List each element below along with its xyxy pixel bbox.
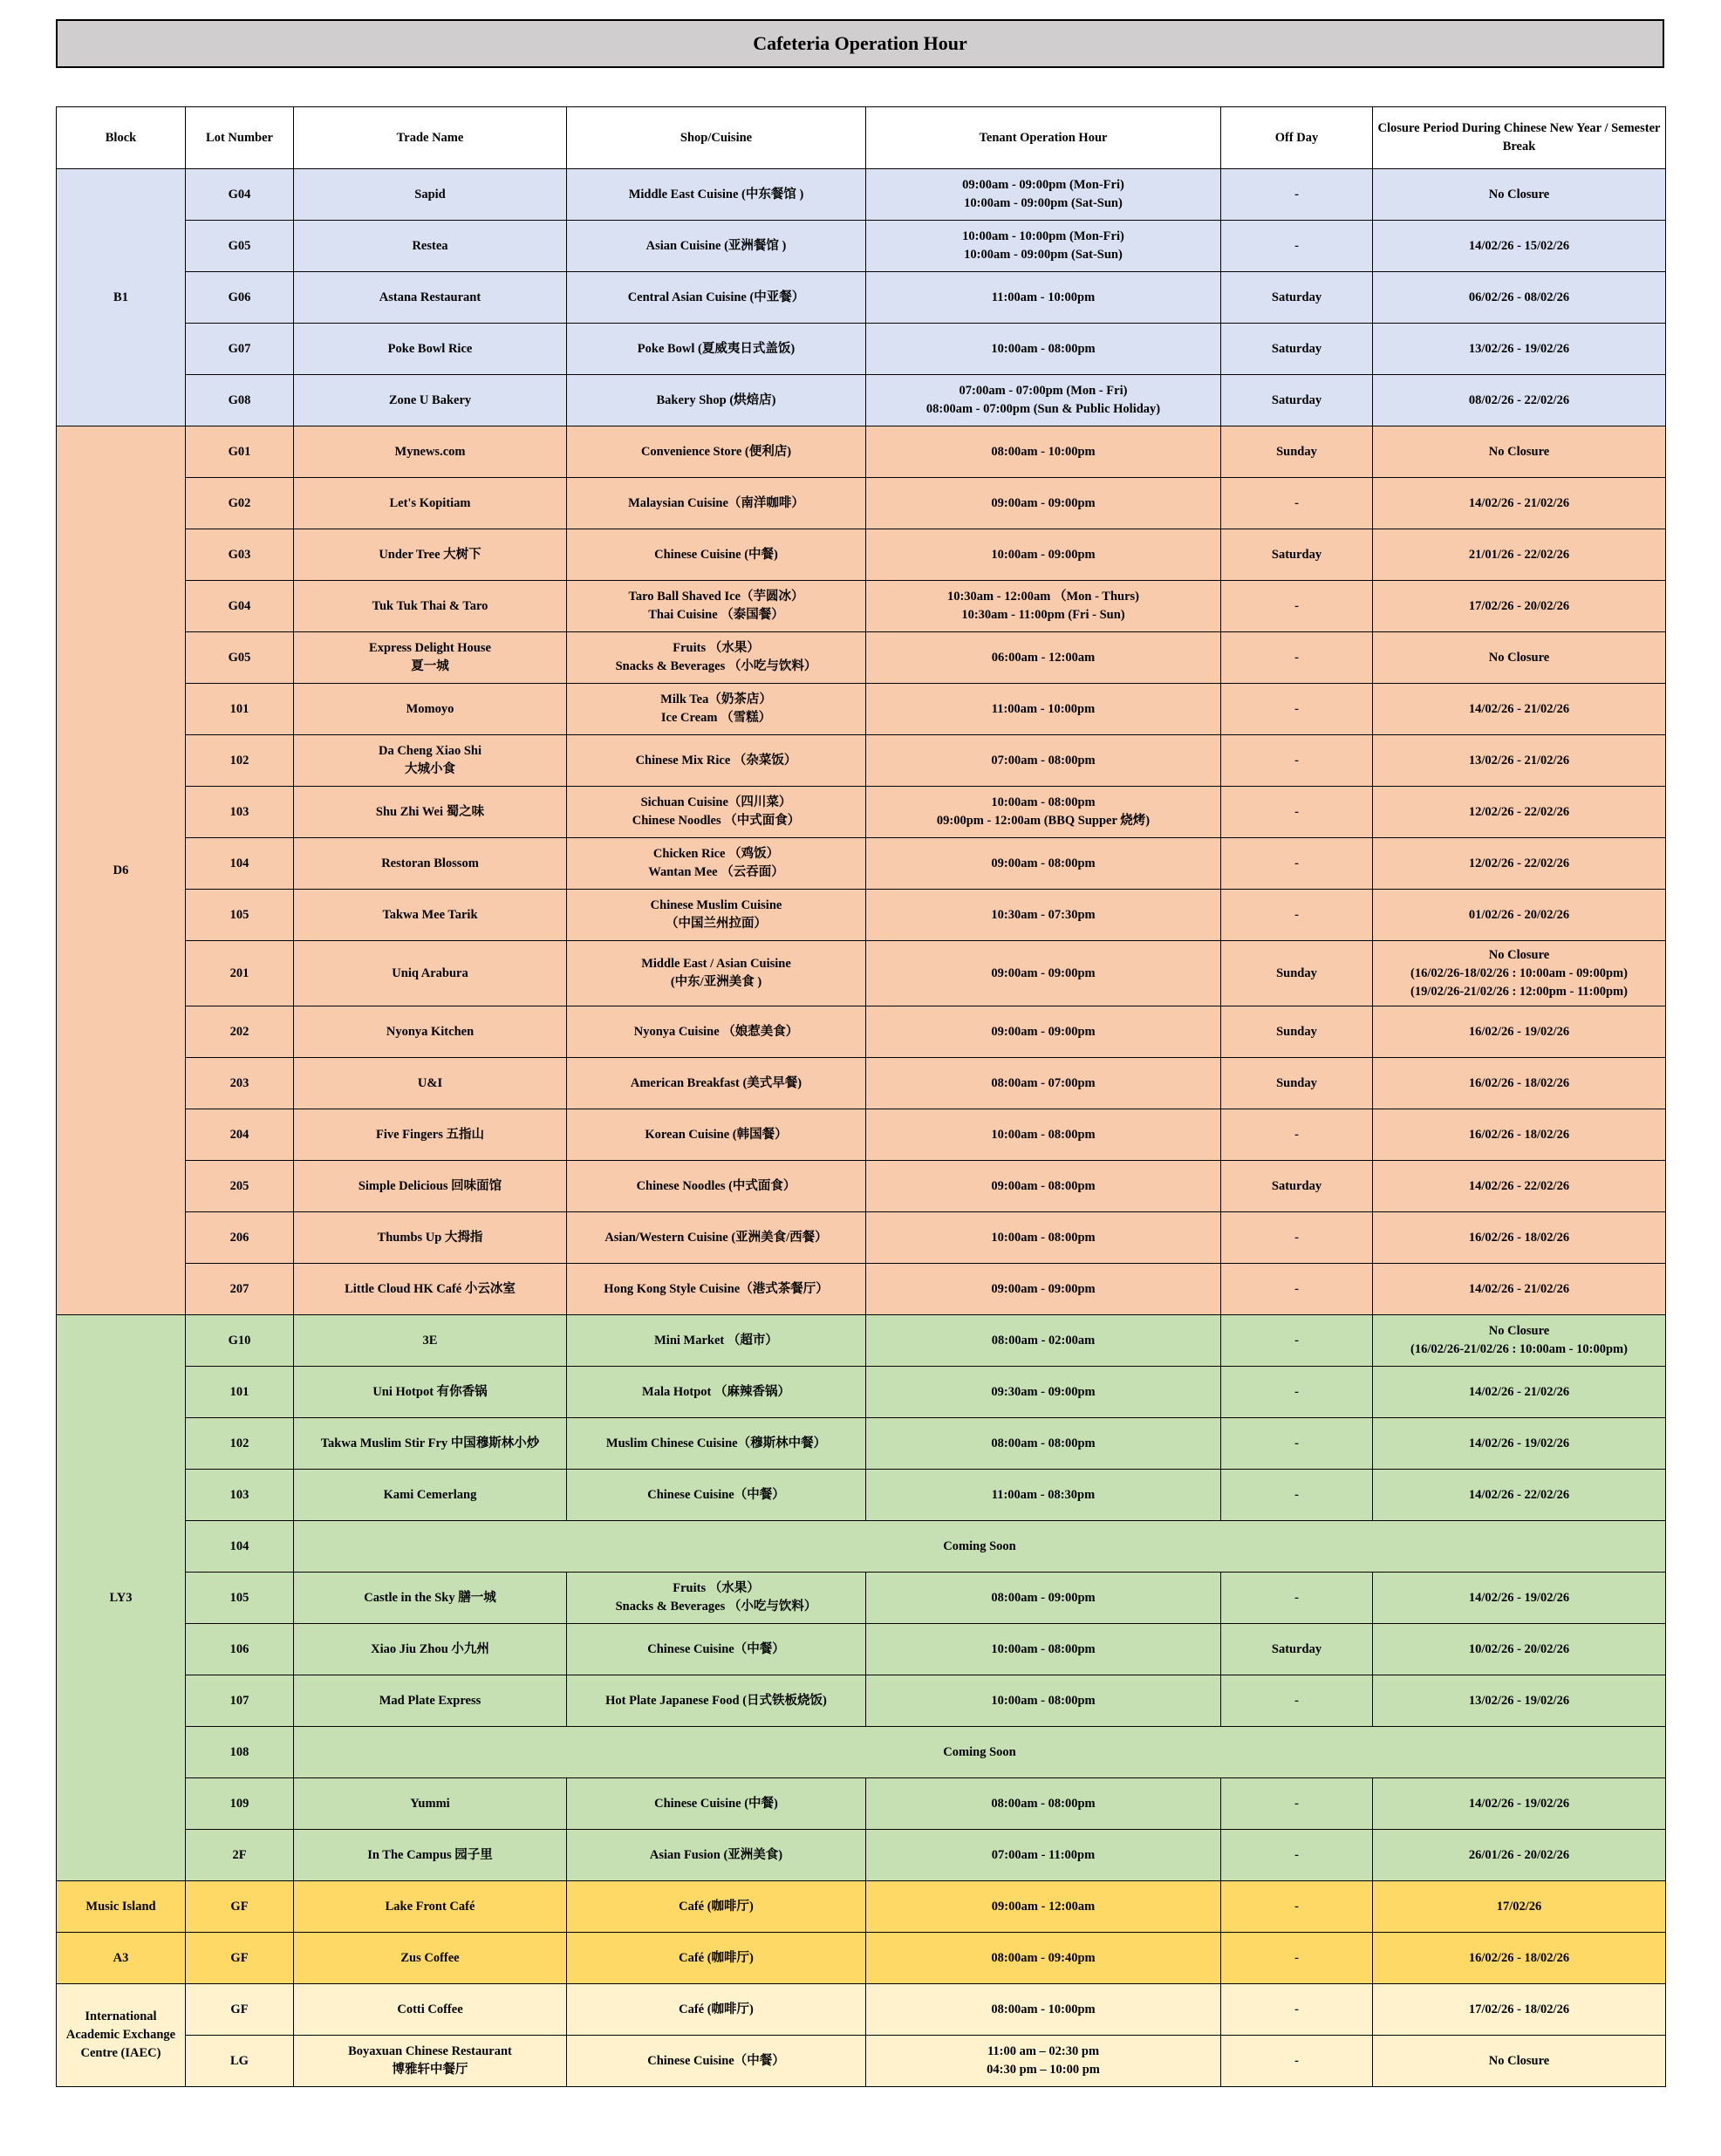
trade-name-cell: Takwa Muslim Stir Fry 中国穆斯林小炒 [294,1418,567,1470]
table-row [57,1006,1666,1058]
operation-hour-cell: 08:00am - 07:00pm [866,1058,1221,1109]
cuisine-cell: Asian Cuisine (亚洲餐馆 ) [567,221,866,272]
off-day-cell: - [1221,787,1373,838]
table-row [57,1315,1666,1367]
lot-number-cell: 2F [186,1830,294,1881]
operation-hour-cell: 09:00am - 09:00pm [866,1006,1221,1058]
cuisine-cell: Fruits （水果） Snacks & Beverages （小吃与饮料） [567,632,866,684]
operation-hour-cell: 10:00am - 08:00pm 09:00pm - 12:00am (BBQ Supper 烧烤) [866,787,1221,838]
closure-period-cell: 26/01/26 - 20/02/26 [1373,1830,1666,1881]
operation-hour-cell: 06:00am - 12:00am [866,632,1221,684]
table-row [57,890,1666,941]
lot-number-cell: G05 [186,221,294,272]
closure-period-cell: 14/02/26 - 21/02/26 [1373,478,1666,529]
off-day-cell: - [1221,1264,1373,1315]
lot-number-cell: 203 [186,1058,294,1109]
lot-number-cell: 101 [186,684,294,735]
operation-hour-cell: 09:30am - 09:00pm [866,1367,1221,1418]
cuisine-cell: Taro Ball Shaved Ice（芋圆冰） Thai Cuisine （泰国餐） [567,581,866,632]
table-row [57,1573,1666,1624]
trade-name-cell: Zone U Bakery [294,375,567,426]
cuisine-cell: Fruits （水果） Snacks & Beverages （小吃与饮料） [567,1573,866,1624]
off-day-cell: - [1221,1933,1373,1984]
trade-name-cell: Tuk Tuk Thai & Taro [294,581,567,632]
trade-name-cell: Mad Plate Express [294,1675,567,1727]
off-day-cell: Saturday [1221,1161,1373,1212]
table-row [57,1367,1666,1418]
closure-period-cell: 17/02/26 [1373,1881,1666,1933]
trade-name-cell: Five Fingers 五指山 [294,1109,567,1161]
operation-hour-cell: 08:00am - 02:00am [866,1315,1221,1367]
header-trade-name: Trade Name [294,107,567,169]
operation-hour-cell: 10:30am - 12:00am （Mon - Thurs) 10:30am - 11:00pm (Fri - Sun) [866,581,1221,632]
off-day-cell: - [1221,890,1373,941]
trade-name-cell: Express Delight House 夏一城 [294,632,567,684]
closure-period-cell: 16/02/26 - 18/02/26 [1373,1933,1666,1984]
table-row [57,735,1666,787]
off-day-cell: - [1221,1315,1373,1367]
cuisine-cell: Bakery Shop (烘焙店) [567,375,866,426]
cuisine-cell: Hot Plate Japanese Food (日式铁板烧饭) [567,1675,866,1727]
off-day-cell: - [1221,2036,1373,2087]
cuisine-cell: Middle East / Asian Cuisine (中东/亚洲美食 ) [567,941,866,1006]
operation-hour-cell: 10:00am - 08:00pm [866,1675,1221,1727]
lot-number-cell: 104 [186,838,294,890]
lot-number-cell: 107 [186,1675,294,1727]
off-day-cell: - [1221,1984,1373,2036]
closure-period-cell: 14/02/26 - 15/02/26 [1373,221,1666,272]
operation-hour-cell: 08:00am - 09:40pm [866,1933,1221,1984]
closure-period-cell: No Closure [1373,426,1666,478]
cuisine-cell: Chinese Muslim Cuisine （中国兰州拉面） [567,890,866,941]
operation-hour-cell: 10:00am - 08:00pm [866,1109,1221,1161]
table-body [57,169,1666,2087]
lot-number-cell: 204 [186,1109,294,1161]
closure-period-cell: 10/02/26 - 20/02/26 [1373,1624,1666,1675]
closure-period-cell: 14/02/26 - 19/02/26 [1373,1573,1666,1624]
block-cell: Music Island [57,1881,186,1933]
cuisine-cell: Mini Market （超市） [567,1315,866,1367]
coming-soon-cell: Coming Soon [294,1727,1666,1778]
trade-name-cell: Under Tree 大树下 [294,529,567,581]
cuisine-cell: Café (咖啡厅) [567,1933,866,1984]
trade-name-cell: Restoran Blossom [294,838,567,890]
operation-hour-cell: 09:00am - 09:00pm [866,478,1221,529]
off-day-cell: - [1221,478,1373,529]
closure-period-cell: 14/02/26 - 19/02/26 [1373,1778,1666,1830]
lot-number-cell: 105 [186,1573,294,1624]
trade-name-cell: Nyonya Kitchen [294,1006,567,1058]
table-row [57,1058,1666,1109]
off-day-cell: - [1221,581,1373,632]
trade-name-cell: Yummi [294,1778,567,1830]
table-row [57,1727,1666,1778]
operation-hour-cell: 10:00am - 09:00pm [866,529,1221,581]
table-row [57,1881,1666,1933]
off-day-cell: Saturday [1221,375,1373,426]
closure-period-cell: 13/02/26 - 21/02/26 [1373,735,1666,787]
cuisine-cell: Asian/Western Cuisine (亚洲美食/西餐） [567,1212,866,1264]
closure-period-cell: 14/02/26 - 21/02/26 [1373,1367,1666,1418]
lot-number-cell: G08 [186,375,294,426]
table-row [57,2036,1666,2087]
trade-name-cell: Astana Restaurant [294,272,567,324]
closure-period-cell: 14/02/26 - 19/02/26 [1373,1418,1666,1470]
off-day-cell: - [1221,169,1373,221]
table-row [57,581,1666,632]
cuisine-cell: Chinese Cuisine（中餐） [567,1470,866,1521]
table-row [57,1675,1666,1727]
closure-period-cell: 14/02/26 - 21/02/26 [1373,684,1666,735]
table-row [57,1624,1666,1675]
off-day-cell: - [1221,1778,1373,1830]
header-lot-number: Lot Number [186,107,294,169]
off-day-cell: Saturday [1221,1624,1373,1675]
closure-period-cell: 21/01/26 - 22/02/26 [1373,529,1666,581]
cuisine-cell: Milk Tea（奶茶店） Ice Cream （雪糕） [567,684,866,735]
off-day-cell: - [1221,1830,1373,1881]
off-day-cell: Saturday [1221,529,1373,581]
lot-number-cell: GF [186,1984,294,2036]
closure-period-cell: 01/02/26 - 20/02/26 [1373,890,1666,941]
lot-number-cell: 202 [186,1006,294,1058]
operation-hour-cell: 08:00am - 10:00pm [866,1984,1221,2036]
table-row [57,1418,1666,1470]
off-day-cell: Saturday [1221,324,1373,375]
table-row [57,221,1666,272]
trade-name-cell: Momoyo [294,684,567,735]
off-day-cell: - [1221,684,1373,735]
operation-hour-cell: 09:00am - 09:00pm [866,941,1221,1006]
lot-number-cell: 109 [186,1778,294,1830]
table-row [57,787,1666,838]
closure-period-cell: 16/02/26 - 18/02/26 [1373,1109,1666,1161]
table-row [57,426,1666,478]
table-row [57,1830,1666,1881]
lot-number-cell: 205 [186,1161,294,1212]
cuisine-cell: Chinese Cuisine（中餐） [567,1624,866,1675]
operation-hour-cell: 07:00am - 08:00pm [866,735,1221,787]
cuisine-cell: American Breakfast (美式早餐) [567,1058,866,1109]
header-shop-cuisine: Shop/Cuisine [567,107,866,169]
operation-hour-cell: 09:00am - 09:00pm [866,1264,1221,1315]
lot-number-cell: 103 [186,787,294,838]
cuisine-cell: Poke Bowl (夏威夷日式盖饭) [567,324,866,375]
lot-number-cell: G04 [186,169,294,221]
block-cell: LY3 [57,1315,186,1881]
closure-period-cell: 16/02/26 - 19/02/26 [1373,1006,1666,1058]
header-operation-hour: Tenant Operation Hour [866,107,1221,169]
cuisine-cell: Middle East Cuisine (中东餐馆 ) [567,169,866,221]
operation-hour-cell: 09:00am - 12:00am [866,1881,1221,1933]
header-off-day: Off Day [1221,107,1373,169]
table-row [57,1109,1666,1161]
closure-period-cell: 13/02/26 - 19/02/26 [1373,324,1666,375]
trade-name-cell: Boyaxuan Chinese Restaurant 博雅轩中餐厅 [294,2036,567,2087]
off-day-cell: - [1221,1367,1373,1418]
closure-period-cell: No Closure [1373,2036,1666,2087]
cuisine-cell: Chinese Cuisine (中餐) [567,1778,866,1830]
lot-number-cell: G07 [186,324,294,375]
off-day-cell: Sunday [1221,1058,1373,1109]
table-row [57,375,1666,426]
table-row [57,272,1666,324]
operation-hour-cell: 11:00am - 08:30pm [866,1470,1221,1521]
trade-name-cell: Takwa Mee Tarik [294,890,567,941]
lot-number-cell: G02 [186,478,294,529]
lot-number-cell: 101 [186,1367,294,1418]
off-day-cell: Sunday [1221,426,1373,478]
lot-number-cell: G03 [186,529,294,581]
cuisine-cell: Malaysian Cuisine（南洋咖啡） [567,478,866,529]
cuisine-cell: Hong Kong Style Cuisine（港式茶餐厅） [567,1264,866,1315]
cuisine-cell: Convenience Store (便利店) [567,426,866,478]
lot-number-cell: 207 [186,1264,294,1315]
trade-name-cell: Kami Cemerlang [294,1470,567,1521]
lot-number-cell: G10 [186,1315,294,1367]
table-row [57,1212,1666,1264]
cuisine-cell: Chicken Rice （鸡饭） Wantan Mee （云吞面） [567,838,866,890]
operation-hour-cell: 11:00 am – 02:30 pm 04:30 pm – 10:00 pm [866,2036,1221,2087]
lot-number-cell: 103 [186,1470,294,1521]
operation-hour-cell: 09:00am - 08:00pm [866,838,1221,890]
cuisine-cell: Nyonya Cuisine （娘惹美食） [567,1006,866,1058]
block-cell: A3 [57,1933,186,1984]
cuisine-cell: Sichuan Cuisine（四川菜） Chinese Noodles （中式面食） [567,787,866,838]
closure-period-cell: 16/02/26 - 18/02/26 [1373,1212,1666,1264]
trade-name-cell: Poke Bowl Rice [294,324,567,375]
operation-hour-cell: 09:00am - 08:00pm [866,1161,1221,1212]
block-cell: B1 [57,169,186,426]
lot-number-cell: 102 [186,735,294,787]
table-row [57,838,1666,890]
trade-name-cell: Da Cheng Xiao Shi 大城小食 [294,735,567,787]
operation-hour-cell: 10:00am - 08:00pm [866,324,1221,375]
operation-hour-cell: 08:00am - 08:00pm [866,1778,1221,1830]
lot-number-cell: 201 [186,941,294,1006]
cuisine-cell: Chinese Cuisine（中餐） [567,2036,866,2087]
cuisine-cell: Chinese Noodles (中式面食） [567,1161,866,1212]
trade-name-cell: In The Campus 园子里 [294,1830,567,1881]
trade-name-cell: U&I [294,1058,567,1109]
cuisine-cell: Café (咖啡厅) [567,1984,866,2036]
operation-hour-cell: 10:00am - 10:00pm (Mon-Fri) 10:00am - 09:00pm (Sat-Sun) [866,221,1221,272]
table-row [57,478,1666,529]
off-day-cell: Sunday [1221,1006,1373,1058]
table-row [57,324,1666,375]
closure-period-cell: 14/02/26 - 21/02/26 [1373,1264,1666,1315]
table-header-row [57,107,1666,169]
closure-period-cell: 17/02/26 - 18/02/26 [1373,1984,1666,2036]
lot-number-cell: 104 [186,1521,294,1573]
closure-period-cell: 14/02/26 - 22/02/26 [1373,1161,1666,1212]
operation-hour-cell: 10:30am - 07:30pm [866,890,1221,941]
table-row [57,169,1666,221]
operation-hour-cell: 08:00am - 08:00pm [866,1418,1221,1470]
closure-period-cell: 12/02/26 - 22/02/26 [1373,787,1666,838]
table-row [57,632,1666,684]
block-cell: D6 [57,426,186,1315]
operation-hour-cell: 09:00am - 09:00pm (Mon-Fri) 10:00am - 09:00pm (Sat-Sun) [866,169,1221,221]
trade-name-cell: 3E [294,1315,567,1367]
off-day-cell: - [1221,1881,1373,1933]
off-day-cell: - [1221,1675,1373,1727]
table-row [57,941,1666,1006]
off-day-cell: - [1221,838,1373,890]
closure-period-cell: No Closure [1373,169,1666,221]
operation-hour-cell: 11:00am - 10:00pm [866,684,1221,735]
closure-period-cell: 08/02/26 - 22/02/26 [1373,375,1666,426]
off-day-cell: - [1221,221,1373,272]
operation-hour-cell: 08:00am - 09:00pm [866,1573,1221,1624]
trade-name-cell: Restea [294,221,567,272]
cuisine-cell: Central Asian Cuisine (中亚餐） [567,272,866,324]
closure-period-cell: 16/02/26 - 18/02/26 [1373,1058,1666,1109]
coming-soon-cell: Coming Soon [294,1521,1666,1573]
lot-number-cell: 106 [186,1624,294,1675]
lot-number-cell: GF [186,1881,294,1933]
table-row [57,1521,1666,1573]
cuisine-cell: Korean Cuisine (韩国餐） [567,1109,866,1161]
closure-period-cell: 14/02/26 - 22/02/26 [1373,1470,1666,1521]
off-day-cell: - [1221,1418,1373,1470]
trade-name-cell: Lake Front Café [294,1881,567,1933]
header-block: Block [57,107,186,169]
lot-number-cell: 108 [186,1727,294,1778]
cuisine-cell: Asian Fusion (亚洲美食) [567,1830,866,1881]
lot-number-cell: GF [186,1933,294,1984]
operation-hour-cell: 07:00am - 07:00pm (Mon - Fri) 08:00am - 07:00pm (Sun & Public Holiday) [866,375,1221,426]
off-day-cell: Sunday [1221,941,1373,1006]
off-day-cell: - [1221,1109,1373,1161]
cuisine-cell: Café (咖啡厅) [567,1881,866,1933]
trade-name-cell: Sapid [294,169,567,221]
off-day-cell: - [1221,1470,1373,1521]
off-day-cell: - [1221,1212,1373,1264]
off-day-cell: - [1221,735,1373,787]
operation-hour-cell: 11:00am - 10:00pm [866,272,1221,324]
lot-number-cell: G04 [186,581,294,632]
cuisine-cell: Chinese Mix Rice （杂菜饭） [567,735,866,787]
lot-number-cell: 105 [186,890,294,941]
trade-name-cell: Thumbs Up 大拇指 [294,1212,567,1264]
lot-number-cell: 102 [186,1418,294,1470]
table-row [57,1984,1666,2036]
lot-number-cell: LG [186,2036,294,2087]
lot-number-cell: G06 [186,272,294,324]
operation-hour-cell: 10:00am - 08:00pm [866,1624,1221,1675]
closure-period-cell: 13/02/26 - 19/02/26 [1373,1675,1666,1727]
lot-number-cell: G05 [186,632,294,684]
operation-hour-cell: 10:00am - 08:00pm [866,1212,1221,1264]
trade-name-cell: Simple Delicious 回味面馆 [294,1161,567,1212]
closure-period-cell: 12/02/26 - 22/02/26 [1373,838,1666,890]
table-row [57,684,1666,735]
page-title: Cafeteria Operation Hour [56,19,1664,68]
trade-name-cell: Castle in the Sky 膳一城 [294,1573,567,1624]
closure-period-cell: No Closure [1373,632,1666,684]
table-row [57,1161,1666,1212]
cuisine-cell: Mala Hotpot （麻辣香锅） [567,1367,866,1418]
header-closure-period: Closure Period During Chinese New Year / Semester Break [1373,107,1666,169]
trade-name-cell: Little Cloud HK Café 小云冰室 [294,1264,567,1315]
off-day-cell: - [1221,1573,1373,1624]
trade-name-cell: Uniq Arabura [294,941,567,1006]
trade-name-cell: Shu Zhi Wei 蜀之味 [294,787,567,838]
trade-name-cell: Cotti Coffee [294,1984,567,2036]
table-row [57,1470,1666,1521]
trade-name-cell: Mynews.com [294,426,567,478]
table-row [57,1264,1666,1315]
off-day-cell: - [1221,632,1373,684]
table-row [57,1933,1666,1984]
operation-hours-table [56,106,1666,2087]
off-day-cell: Saturday [1221,272,1373,324]
operation-hour-cell: 07:00am - 11:00pm [866,1830,1221,1881]
trade-name-cell: Let's Kopitiam [294,478,567,529]
table-row [57,1778,1666,1830]
table-row [57,529,1666,581]
cuisine-cell: Chinese Cuisine (中餐) [567,529,866,581]
operation-hour-cell: 08:00am - 10:00pm [866,426,1221,478]
trade-name-cell: Uni Hotpot 有你香锅 [294,1367,567,1418]
lot-number-cell: G01 [186,426,294,478]
cuisine-cell: Muslim Chinese Cuisine（穆斯林中餐） [567,1418,866,1470]
closure-period-cell: No Closure (16/02/26-21/02/26 : 10:00am - 10:00pm) [1373,1315,1666,1367]
trade-name-cell: Zus Coffee [294,1933,567,1984]
block-cell: International Academic Exchange Centre (IAEC) [57,1984,186,2087]
closure-period-cell: No Closure (16/02/26-18/02/26 : 10:00am - 09:00pm) (19/02/26-21/02/26 : 12:00pm - 11:00pm) [1373,941,1666,1006]
closure-period-cell: 17/02/26 - 20/02/26 [1373,581,1666,632]
closure-period-cell: 06/02/26 - 08/02/26 [1373,272,1666,324]
lot-number-cell: 206 [186,1212,294,1264]
trade-name-cell: Xiao Jiu Zhou 小九州 [294,1624,567,1675]
